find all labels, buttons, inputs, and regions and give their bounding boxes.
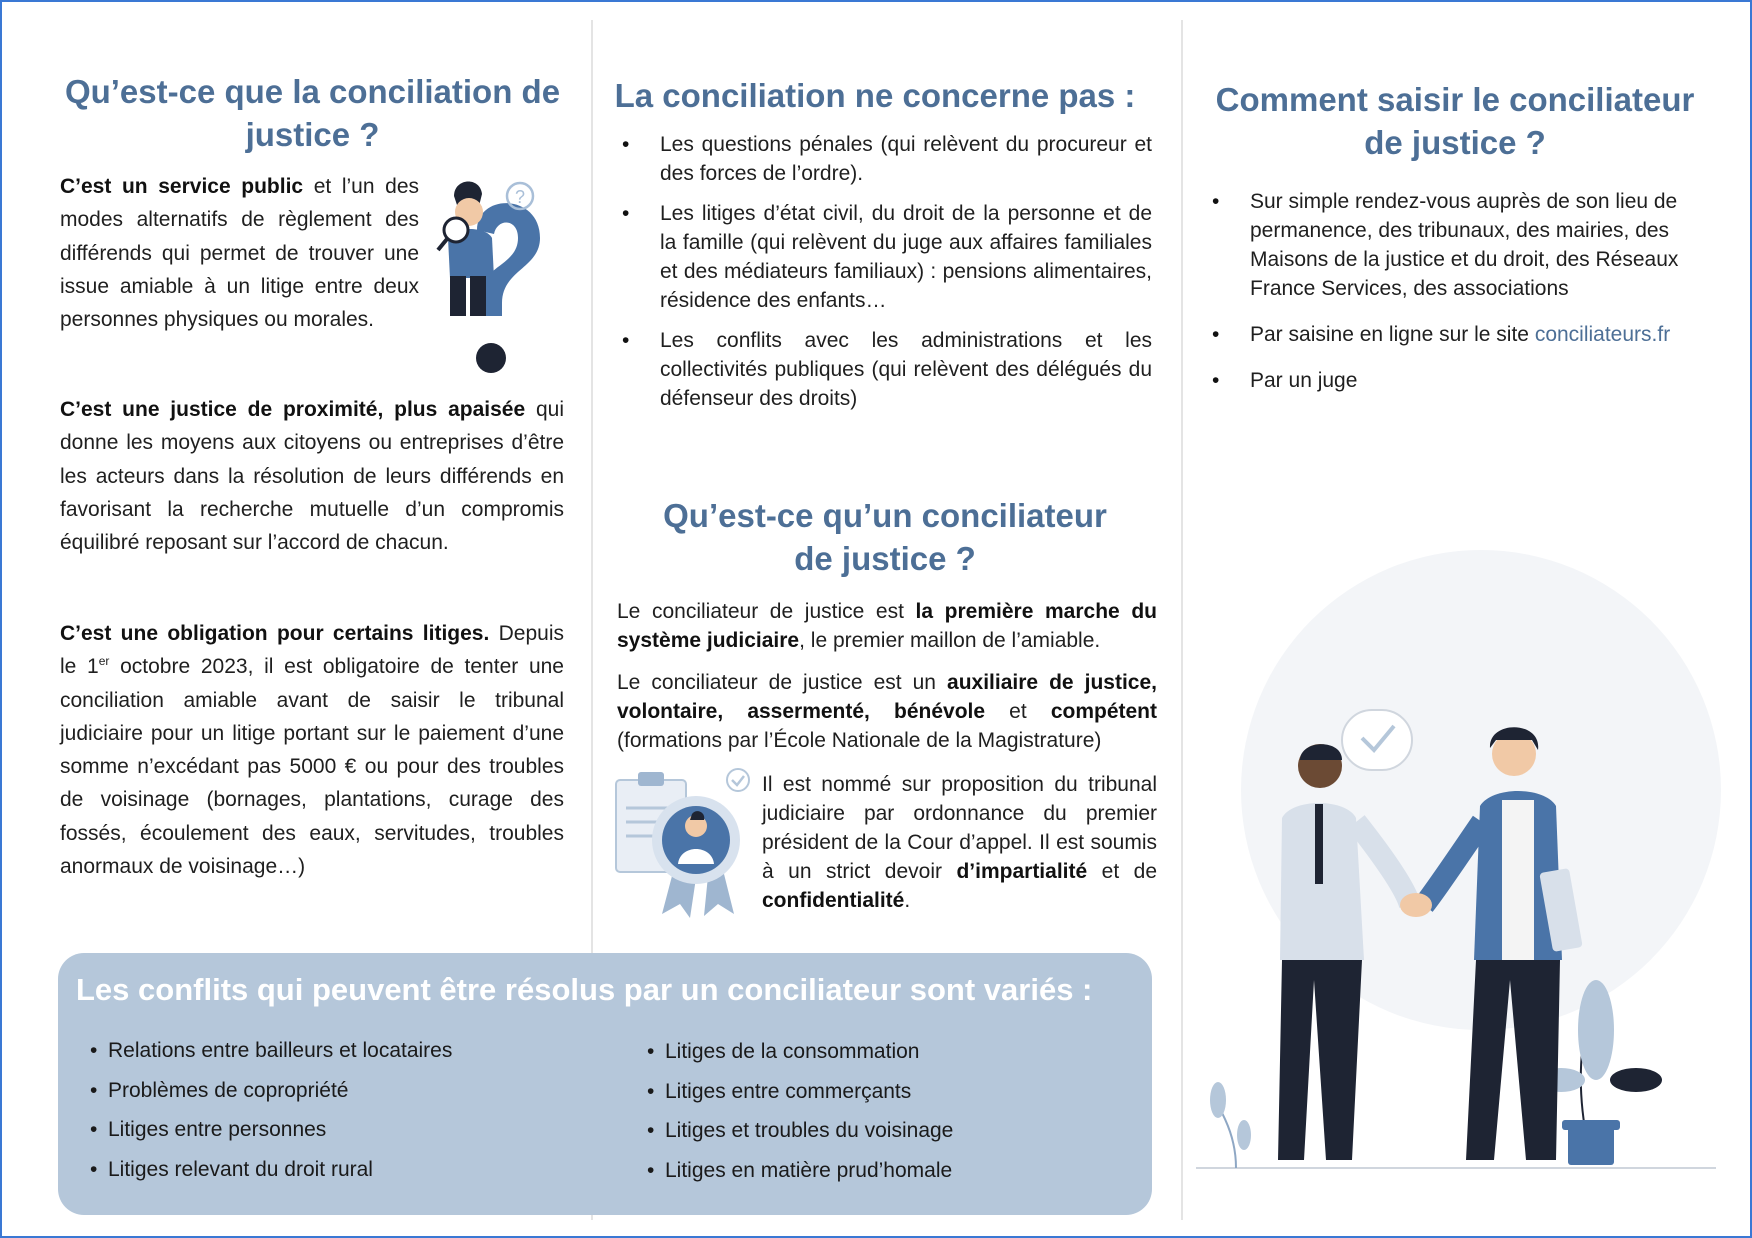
middle-title-1: La conciliation ne concerne pas : — [614, 77, 1136, 114]
referral-online-text: Par saisine en ligne sur le site — [1250, 323, 1535, 346]
middle-p1-bold: la première marche du système judiciaire — [617, 600, 1157, 652]
middle-p3-c: . — [904, 889, 911, 912]
referral-list — [1212, 187, 1700, 412]
left-title: Qu’est-ce que la conciliation de justice ? — [64, 73, 561, 153]
middle-p2-a: Le conciliateur de justice est un — [617, 671, 948, 694]
conflict-item: • Litiges relevant du droit rural — [90, 1150, 452, 1190]
middle-p2-c: (formations par l’École Nationale de la Magistrature) — [617, 729, 1102, 752]
exclusion-item: • Les questions pénales (qui relèvent du procureur et des forces de l’ordre). — [622, 130, 1152, 188]
middle-paragraph-1 — [617, 597, 1157, 655]
conflicts-panel-title: Les conflits qui peuvent être résolus par un conciliateur sont variés : — [76, 972, 1093, 1007]
conciliateurs-link[interactable]: conciliateurs.fr — [1534, 323, 1671, 346]
middle-p3-bold-1: d’impartialité — [956, 860, 1088, 883]
right-title: Comment saisir le conciliateur de justice ? — [1215, 81, 1695, 161]
left-paragraph-2 — [60, 393, 564, 559]
left-p3-text-a: Depuis le 1 — [60, 622, 564, 679]
conflict-item: • Relations entre bailleurs et locataires — [90, 1031, 452, 1071]
left-p2-text: qui donne les moyens aux citoyens ou entreprises d’être les acteurs dans la résolution de leurs différends en favorisant la recherche mutuelle d’un compromis équilibré reposant sur l’accord de chacun. — [60, 398, 565, 555]
conflict-item: • Litiges en matière prud’homale — [647, 1151, 953, 1191]
middle-paragraph-3 — [762, 770, 1157, 915]
left-p1-bold: C’est un service public — [60, 175, 304, 198]
referral-item: • Sur simple rendez-vous auprès de son lieu de permanence, des tribunaux, des mairies, des Maisons de la justice et du droit, des Réseaux France Services, des associations — [1212, 187, 1700, 303]
conflicts-list-col-2 — [647, 1032, 953, 1190]
middle-p1-b: , le premier maillon de l’amiable. — [799, 629, 1101, 652]
middle-p3-a: Il est nommé sur proposition du tribunal judiciaire par ordonnance du premier président de la Cour d’appel. Il est soumis à un strict devoir — [762, 773, 1157, 883]
exclusion-item: • Les litiges d’état civil, du droit de la personne et de la famille (qui relèvent du juge aux affaires familiales et des médiateurs familiaux) : pensions alimentaires, résidence des enfants… — [622, 199, 1152, 315]
exclusion-list — [622, 130, 1152, 424]
person-with-magnifier-question-mark-icon — [432, 168, 552, 368]
left-paragraph-3 — [60, 617, 564, 883]
conflict-item: • Problèmes de copropriété — [90, 1071, 452, 1111]
conflict-item: • Litiges de la consommation — [647, 1032, 953, 1072]
left-p3-text-b: octobre 2023, il est obligatoire de tenter une conciliation amiable avant de saisir le tribunal judiciaire pour un litige portant sur le paiement d’une somme n’excédant pas 5000 € ou pour des troubles de voisinage (bornages, plantations, curage des fossés, écoulement des eaux, servitudes, troubles anormaux de voisinage…) — [60, 655, 564, 879]
fold-line-right — [1181, 20, 1183, 1220]
middle-p2-bold-1: auxiliaire de justice, volontaire, assermenté, bénévole — [617, 671, 1157, 723]
middle-p1-a: Le conciliateur de justice est — [617, 600, 916, 623]
conflicts-list-col-1 — [90, 1031, 452, 1189]
left-p3-sup: er — [98, 654, 110, 669]
handshake-illustration — [1196, 560, 1736, 1200]
conflict-item: • Litiges entre commerçants — [647, 1072, 953, 1112]
conflict-item: • Litiges entre personnes — [90, 1110, 452, 1150]
referral-item — [1212, 320, 1700, 349]
left-paragraph-1 — [60, 170, 419, 336]
left-p3-bold: C’est une obligation pour certains litiges. — [60, 622, 490, 645]
left-p1-text: et l’un des modes alternatifs de règlement des différends qui permet de trouver une issue amiable à un litige entre deux personnes physiques ou morales. — [60, 175, 419, 332]
exclusion-item: • Les conflits avec les administrations et les collectivités publiques (qui relèvent des délégués du défenseur des droits) — [622, 326, 1152, 413]
referral-item: • Par un juge — [1212, 366, 1700, 395]
left-p2-bold: C’est une justice de proximité, plus apaisée — [60, 398, 526, 421]
middle-p3-bold-2: confidentialité — [762, 889, 905, 912]
conflict-item: • Litiges et troubles du voisinage — [647, 1111, 953, 1151]
middle-title-2: Qu’est-ce qu’un conciliateur de justice ? — [663, 497, 1107, 577]
certificate-award-icon — [612, 768, 750, 918]
middle-paragraph-2 — [617, 668, 1157, 755]
svg-text:?: ? — [514, 187, 526, 207]
middle-p2-bold-2: compétent — [1050, 700, 1157, 723]
middle-p2-b: et — [985, 700, 1051, 723]
middle-p3-b: et de — [1087, 860, 1157, 883]
